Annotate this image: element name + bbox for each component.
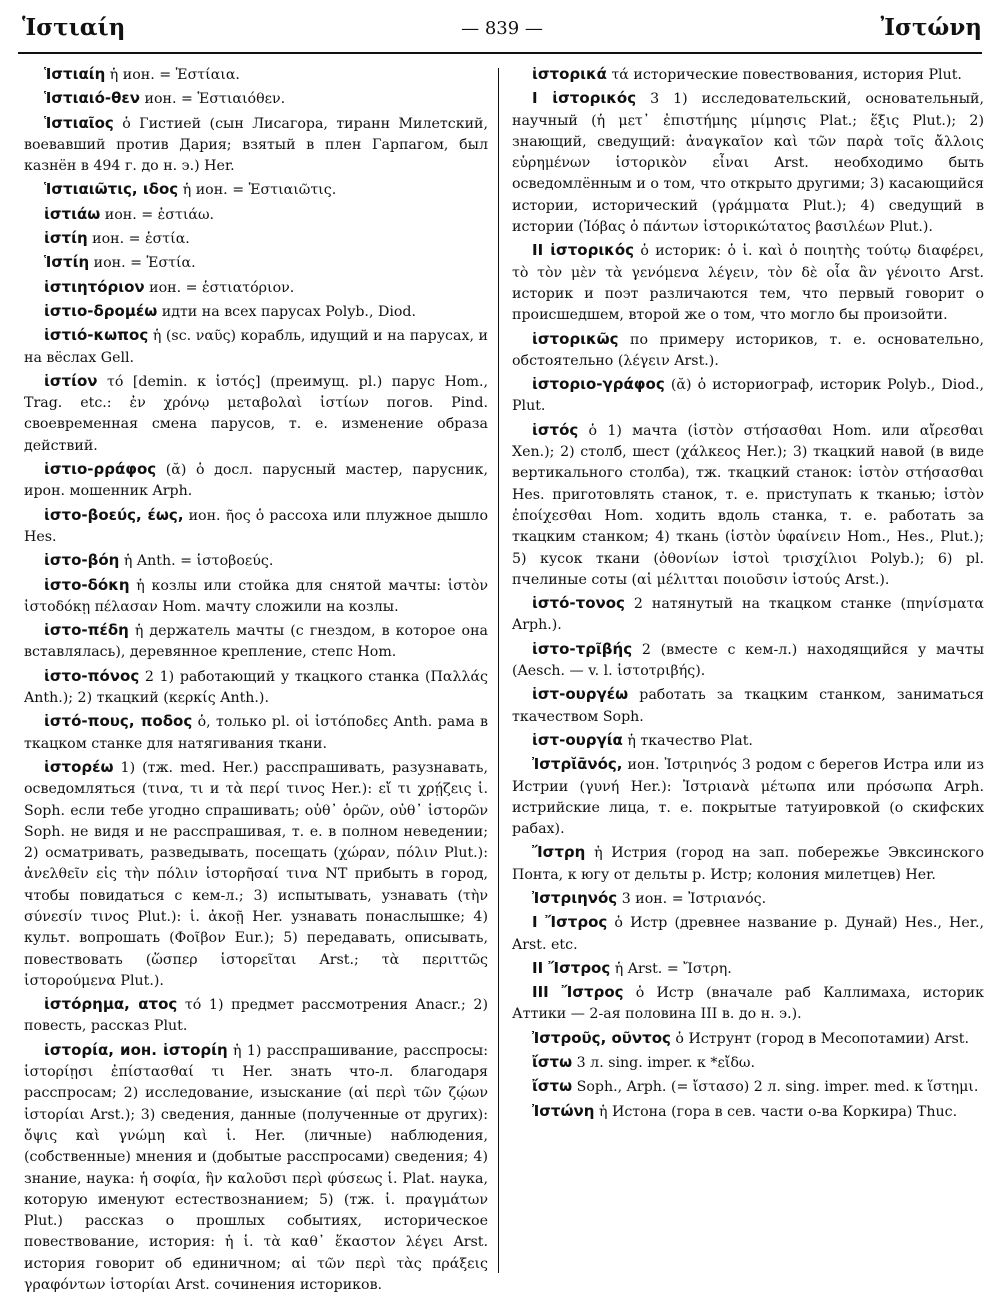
dictionary-entry — [24, 228, 488, 250]
dictionary-entry — [512, 1101, 984, 1123]
entry-headword: I ἱστορικός — [532, 89, 637, 108]
dictionary-entry — [24, 550, 488, 572]
dictionary-entry — [24, 179, 488, 201]
entry-headword: ἱστο-πόνος — [44, 666, 140, 685]
entry-headword: ἱστ-ουργέω — [532, 685, 629, 704]
entry-definition: ἡ ткачество Plat. — [622, 732, 753, 749]
entry-definition: (ᾰ) ὁ историограф, историк Polyb., Diod., Plut. — [512, 377, 984, 415]
header-rule — [18, 52, 982, 54]
entry-headword: ἱστιητόριον — [44, 277, 145, 296]
right-column — [512, 64, 984, 1125]
entry-definition: ἡ держатель мачты (с гнездом, в которое она вставлялась), деревянное крепление, степс Hom. — [24, 623, 488, 661]
entry-definition: ион. = ἑστιάω. — [100, 206, 215, 223]
page-number: — 839 — — [461, 18, 543, 39]
entry-headword: ἱστορικῶς — [532, 329, 619, 348]
entry-definition: τό [demin. к ἱστός] (преимущ. pl.) парус Hom., Trag. etc.: ἐν χρόνῳ μεταβολαὶ ἱστίων погов. Pind. своевременная смена парусов, т. е. изменение образа действий. — [24, 373, 488, 454]
dictionary-entry — [512, 888, 984, 910]
entry-definition: ὁ Иструнт (город в Месопотамии) Arst. — [670, 1030, 969, 1047]
entry-headword: ἱστορικά — [532, 65, 607, 83]
dictionary-entry — [24, 64, 488, 86]
dictionary-entry — [512, 912, 984, 956]
running-head-left: Ἱστιαίη — [22, 14, 126, 41]
entry-headword: Ἱστίη — [44, 253, 90, 272]
dictionary-entry — [24, 620, 488, 664]
dictionary-entry — [24, 277, 488, 299]
dictionary-entry — [24, 711, 488, 755]
entry-definition: τό 1) предмет рассмотрения Anacr.; 2) повесть, рассказ Plut. — [24, 997, 488, 1035]
entry-headword: I Ἴστρος — [532, 913, 608, 932]
dictionary-entry — [512, 240, 984, 326]
entry-definition: ион. ῆος ὁ рассоха или плужное дышло Hes. — [24, 507, 488, 545]
entry-headword: ἱστός — [532, 420, 579, 439]
dictionary-entry — [24, 252, 488, 274]
entry-definition: идти на всех парусах Polyb., Diod. — [157, 303, 417, 320]
dictionary-entry — [24, 371, 488, 457]
entry-headword: Ἱστιαιῶτις, ιδος — [44, 180, 179, 199]
dictionary-entry — [512, 1028, 984, 1050]
entry-definition: ὁ, только pl. οἱ ἱστόποδες Anth. рама в ткацком станке для натягивания ткани. — [24, 714, 488, 752]
entry-definition: ион. = Ἑστιαιόθεν. — [140, 91, 286, 108]
dictionary-entry — [24, 994, 488, 1038]
entry-headword: ἱστορία, ион. ἱστορίη — [44, 1040, 228, 1059]
dictionary-entry — [24, 113, 488, 178]
dictionary-entry — [24, 88, 488, 110]
entry-definition: 1) (тж. med. Her.) расспрашивать, разузнавать, осведомляться (τινα, τι и τὰ περί τινος Her.): εἴ τι χρῄζεις ἱ. Soph. если тебе угодно спрашивать; οὐθ᾽ ὁρῶν, οὐθ᾽ ἱστορῶν Soph. не видя и не расспрашивая, т. е. в полном неведении; 2) осматривать, разведывать, посещать (χώραν, πόλιν Plut.): ἀνελθεῖν εἰς τὴν πόλιν ἱστορῆσαί τινα NT прибыть в город, чтобы повидаться с кем-л.; 3) испытывать, узнавать (τὴν σύνεσίν τινος Plut.): ἱ. ἀκοῇ Her. узнавать понаслышке; 4) культ. вопрошать (Φοῖβον Eur.); 5) передавать, описывать, повествовать (ὥσπερ ἱστορεῖται Arst.; τὰ περιττῶς ἱστορούμενα Plut.). — [24, 759, 488, 989]
entry-definition: Soph., Arph. (= ἴστασο) 2 л. sing. imper. med. к ἵστημι. — [572, 1079, 979, 1096]
running-head-right: Ἰστώνη — [880, 14, 982, 41]
entry-headword: Ἰστριηνός — [532, 888, 618, 907]
page-header — [22, 14, 982, 50]
entry-headword: ἱστιάω — [44, 204, 101, 223]
entry-definition: ион. = Ἑστία. — [89, 255, 196, 272]
entry-headword: ἱστιό-κωπος — [44, 326, 149, 345]
entry-definition: ἡ Anth. = ἱστοβοεύς. — [119, 553, 274, 570]
entry-definition: ἡ Истона (гора в сев. части о-ва Коркира) Thuc. — [594, 1103, 958, 1120]
left-column — [24, 64, 488, 1298]
entry-definition: ὁ Истр (древнее название р. Дунай) Hes., Her., Arst. etc. — [512, 915, 985, 953]
entry-definition: ион. Ἰστριηνός 3 родом с берегов Истра или из Истрии (γυνή Her.): Ἰστριανὰ μέτωπα или πρόσωπα Arph. истрийские лица, т. е. покрытые татуировкой (о скифских рабах). — [512, 757, 984, 838]
dictionary-entry — [24, 575, 488, 619]
entry-definition: 3 ион. = Ἰστριανός. — [617, 890, 767, 907]
entry-headword: ἱστο-δόκη — [44, 575, 130, 594]
entry-definition: (ᾰ) ὁ досл. парусный мастер, парусник, ирон. мошенник Arph. — [24, 462, 488, 500]
entry-headword: ἱστο-τρῖβής — [532, 639, 633, 658]
dictionary-entry — [24, 301, 488, 323]
entry-definition: ἡ козлы или стойка для снятой мачты: ἱστὸν ἱστοδόκῃ πέλασαν Hom. мачту сложили на козлы. — [24, 577, 488, 615]
entry-headword: Ἰστρῐᾱνός, — [532, 755, 623, 774]
entry-headword: ἱστίη — [44, 229, 88, 248]
entry-definition: 2 натянутый на ткацком станке (πηνίσματα Arph.). — [512, 596, 984, 634]
dictionary-entry — [512, 958, 984, 980]
entry-headword: ἴστω — [532, 1077, 573, 1096]
entry-headword: Ἰστροῦς, οῦντος — [532, 1028, 671, 1047]
entry-headword: Ἴστρη — [532, 843, 586, 862]
dictionary-entry — [24, 459, 488, 503]
entry-definition: по примеру историков, т. е. основательно, обстоятельно (λέγειν Arst.). — [512, 331, 984, 369]
entry-headword: Ἱστιαιό-θεν — [44, 89, 140, 108]
entry-headword: ἱστό-πους, ποδος — [44, 712, 193, 731]
dictionary-entry — [512, 88, 984, 238]
entry-definition: ἡ ион. = Ἑστίαια. — [105, 67, 240, 83]
entry-headword: ἱστοριο-γράφος — [532, 375, 665, 394]
dictionary-entry — [512, 64, 984, 86]
entry-definition: ἡ 1) расспрашивание, расспросы: ἱστορίῃσι ἐπίστασθαί τι Her. знать что-л. благодаря расспросам; 2) исследование, изыскание (αἱ περὶ τῶν ζῴων ἱστορίαι Arst.); 3) сведения, данные (полученные от других): ὄψις καὶ γνώμη καὶ ἱ. Her. (личные) наблюдения, (собственные) мнения и (добытые расспросами) сведения; 4) знание, наука: ἡ σοφία, ἣν καλοῦσι περὶ φύσεως ἱ. Plat. наука, которую именуют естествознанием; 5) (тж. ἱ. πραγμάτων Plut.) рассказ о прошлых событиях, историческое повествование, история: ἡ ἱ. τὰ καθ᾽ ἕκαστον λέγει Arst. история говорит об единичном; αἱ τῶν περὶ τὰς πράξεις γραφόντων ἱστορίαι Arst. сочинения историков. — [24, 1042, 489, 1294]
entry-headword: II ἱστορικός — [532, 241, 635, 260]
entry-definition: ὁ историк: ὁ ἱ. καὶ ὁ ποιητὴς τούτῳ διαφέρει, τὸ τὸν μὲν τὰ γενόμενα λέγειν, τὸν δὲ οἷα ἂν γένοιτο Arst. историк и поэт различаются тем, что первый говорит о происшедшем, второй же о том, что могло бы произойти. — [512, 243, 984, 324]
dictionary-entry — [24, 1040, 488, 1297]
entry-definition: ὁ Гистией (сын Лисагора, тиранн Милетский, воевавший против Дария; взятый в плен Гарпагом, был казнён в 494 г. до н. э.) Her. — [24, 115, 488, 175]
entry-headword: ἱστο-πέδη — [44, 621, 129, 640]
entry-definition: ὁ Истр (вначале раб Каллимаха, историк Аттики — 2-ая половина III в. до н. э.). — [512, 985, 984, 1023]
dictionary-entry — [512, 374, 984, 418]
entry-headword: III Ἴστρος — [532, 983, 624, 1002]
entry-definition: ἡ Arst. = Ἴστρη. — [610, 960, 732, 977]
dictionary-entry — [24, 666, 488, 710]
entry-definition: ион. = ἑστία. — [87, 231, 190, 248]
entry-headword: ἱστίον — [44, 371, 98, 390]
entry-headword: ἱστιο-δρομέω — [44, 301, 158, 320]
entry-headword: ἱστό-τονος — [532, 594, 625, 613]
entry-definition: ἡ ион. = Ἑστιαιῶτις. — [178, 182, 337, 199]
entry-headword: Ἱστιαῖος — [44, 113, 114, 132]
entry-definition: работать за ткацким станком, заниматься ткачеством Soph. — [512, 687, 984, 725]
dictionary-entry — [512, 1076, 984, 1098]
dictionary-entry — [24, 204, 488, 226]
entry-headword: ἱστόρημα, ατος — [44, 995, 178, 1014]
entry-headword: Ἰστώνη — [532, 1101, 595, 1120]
dictionary-entry — [512, 639, 984, 683]
entry-definition: 2 1) работающий у ткацкого станка (Παλλάς Anth.); 2) ткацкий (κερκίς Anth.). — [24, 668, 488, 707]
dictionary-entry — [512, 329, 984, 373]
entry-definition: 2 (вместе с кем-л.) находящийся у мачты (Aesch. — v. l. ἱστοτριβής). — [512, 641, 984, 680]
entry-headword: ἱστο-βόη — [44, 551, 120, 570]
entry-definition: ὁ 1) мачта (ἱστὸν στήσασθαι Hom. или αἴρεσθαι Xen.); 2) столб, шест (χάλκεος Her.); 3) ткацкий навой (в виде вертикального столба), тж. ткацкий станок: ἱστὸν στήσασθαι Hes. приготовлять станок, т. е. приступать к тканью; ἱστὸν ἐποίχεσθαι Hom. ходить вдоль станка, т. е. работать за ткацким станком; 4) ткань (ἱστὸν ὑφαίνειν Hom., Hes., Plut.); 5) кусок ткани (ὀθονίων ἱστοὶ τρισχίλιοι Polyb.); 6) pl. пчелиные соты (αἱ μέλιτται ποιοῦσιν ἱστούς Arst.). — [512, 422, 984, 588]
dictionary-entry — [512, 420, 984, 591]
dictionary-entry — [512, 684, 984, 728]
dictionary-entry — [512, 730, 984, 752]
dictionary-entry — [24, 505, 488, 549]
entry-headword: Ἱστιαίη — [44, 65, 106, 83]
dictionary-entry — [24, 325, 488, 369]
entry-headword: ἱστο-βοεύς, έως, — [44, 505, 184, 524]
dictionary-entry — [512, 842, 984, 886]
entry-headword: ἱστορέω — [44, 757, 114, 776]
entry-headword: ἴστω — [532, 1053, 573, 1072]
dictionary-entry — [512, 982, 984, 1026]
dictionary-entry — [512, 1052, 984, 1074]
entry-definition: ἡ (sc. ναῦς) корабль, идущий и на парусах, и на вёслах Gell. — [24, 328, 488, 366]
entry-definition: 3 1) исследовательский, основательный, научный (ἡ μετ᾽ ἐπιστήμης μίμησις Plat.; ἕξις Plut.); 2) знающий, сведущий: ἀναγκαῖον καὶ τῶν παρὰ τοῖς ἄλλοις εὑρημένων ἱστορικὸν εἶναι Arst. необходимо быть осведомлённым и о том, что открыто другими; 3) касающийся истории, исторический (γράμματα Plut.); 4) сведущий в истории (Ἰόβας ὁ πάντων ἱστορικώτατος βασιλέων Plut.). — [512, 91, 984, 236]
entry-headword: ἱστ-ουργία — [532, 730, 623, 749]
entry-definition: ион. = ἑστιατόριον. — [144, 279, 295, 296]
entry-definition: ἡ Истрия (город на зап. побережье Эвксинского Понта, к югу от дельты р. Истр; колония милетцев) Her. — [512, 845, 984, 883]
entry-definition: τά исторические повествования, история Plut. — [606, 67, 962, 83]
dictionary-entry — [512, 754, 984, 840]
entry-headword: II Ἴστρος — [532, 958, 611, 977]
column-divider — [498, 68, 499, 1273]
entry-headword: ἱστιο-ρράφος — [44, 460, 157, 479]
entry-definition: 3 л. sing. imper. к *εἴδω. — [572, 1055, 755, 1072]
dictionary-entry — [24, 757, 488, 992]
dictionary-entry — [512, 593, 984, 637]
